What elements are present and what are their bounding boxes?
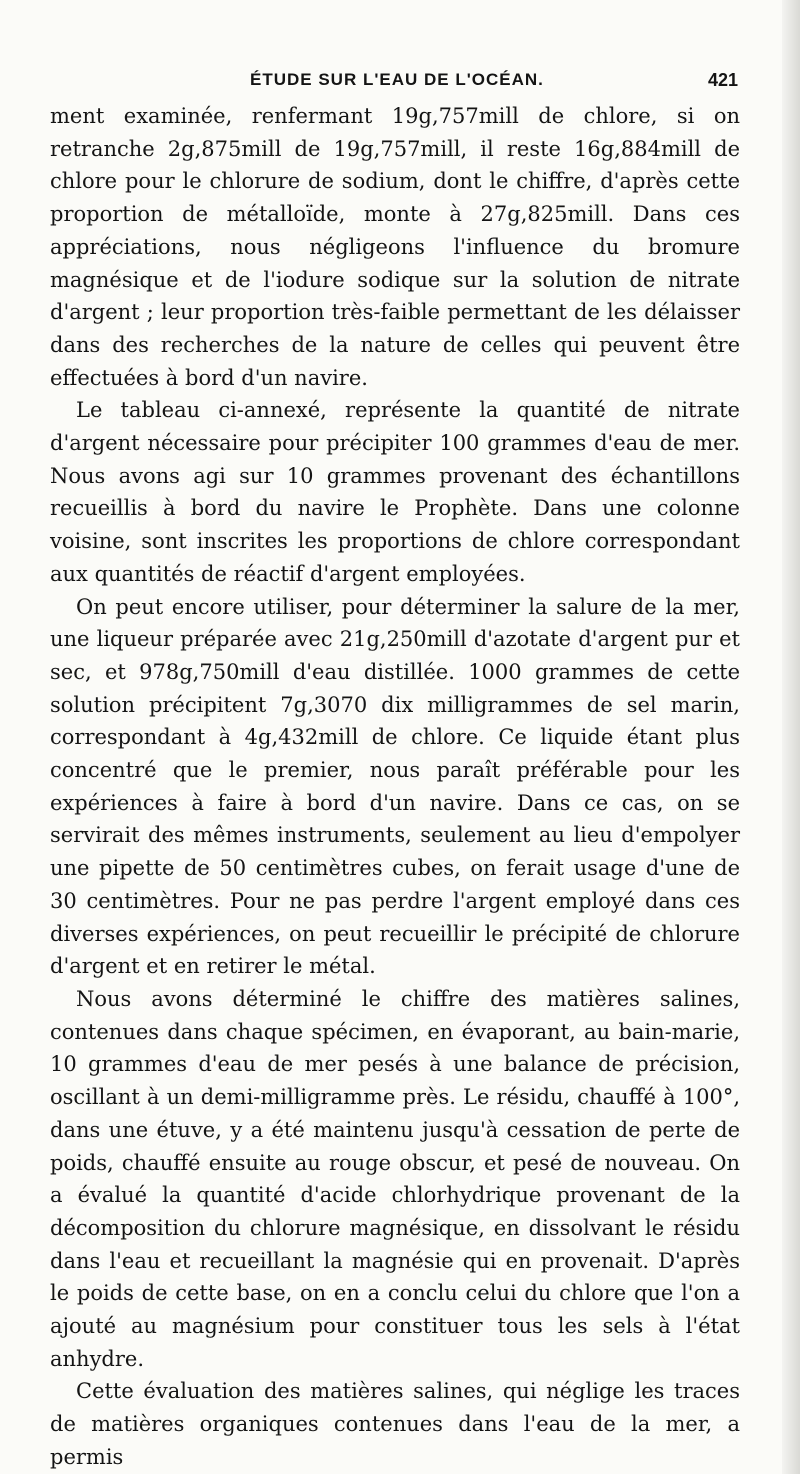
page-edge-shadow [782, 0, 800, 1474]
page-header [0, 70, 800, 100]
page-number: 421 [707, 70, 738, 90]
paragraph: On peut encore utiliser, pour déterminer la salure de la mer, une liqueur préparée avec 21g,250mill d'azotate d'argent pur et sec, et 978g,750mill d'eau distillée. 1000 grammes de cette solution précipitent 7g,3070 dix milligrammes de sel marin, correspondant à 4g,432mill de chlore. Ce liquide étant plus concentré que le premier, nous paraît préférable pour les expériences à faire à bord d'un navire. Dans ce cas, on se servirait des mêmes instruments, seulement au lieu d'empolyer une pipette de 50 centimètres cubes, on ferait usage d'une de 30 centimètres. Pour ne pas perdre l'argent employé dans ces diverses expériences, on peut recueillir le précipité de chlorure d'argent et en retirer le métal. [50, 594, 740, 979]
running-title: ÉTUDE SUR L'EAU DE L'OCÉAN. [250, 70, 544, 89]
paragraph: ment examinée, renfermant 19g,757mill de chlore, si on retranche 2g,875mill de 19g,757mill, il reste 16g,884mill de chlore pour le chlorure de sodium, dont le chiffre, d'après cette proportion de métalloïde, monte à 27g,825mill. Dans ces appréciations, nous négligeons l'influence du bromure magnésique et de l'iodure sodique sur la solution de nitrate d'argent ; leur proportion très-faible permettant de les délaisser dans des recherches de la nature de celles qui peuvent être effectuées à bord d'un navire. [50, 104, 740, 390]
body-text [50, 100, 740, 1474]
paragraph: Le tableau ci-annexé, représente la quantité de nitrate d'argent nécessaire pour précipiter 100 grammes d'eau de mer. Nous avons agi sur 10 grammes provenant des échantillons recueillis à bord du navire le Prophète. Dans une colonne voisine, sont inscrites les proportions de chlore correspondant aux quantités de réactif d'argent employées. [50, 398, 740, 586]
paragraph: Cette évaluation des matières salines, qui néglige les traces de matières organiques contenues dans l'eau de la mer, a permis [50, 1379, 740, 1469]
paragraph: Nous avons déterminé le chiffre des matières salines, contenues dans chaque spécimen, en évaporant, au bain-marie, 10 grammes d'eau de mer pesés à une balance de précision, oscillant à un demi-milligramme près. Le résidu, chauffé à 100°, dans une étuve, y a été maintenu jusqu'à cessation de perte de poids, chauffé ensuite au rouge obscur, et pesé de nouveau. On a évalué la quantité d'acide chlorhydrique provenant de la décomposition du chlorure magnésique, en dissolvant le résidu dans l'eau et recueillant la magnésie qui en provenait. D'après le poids de cette base, on en a conclu celui du chlore que l'on a ajouté au magnésium pour constituer tous les sels à l'état anhydre. [50, 986, 740, 1371]
